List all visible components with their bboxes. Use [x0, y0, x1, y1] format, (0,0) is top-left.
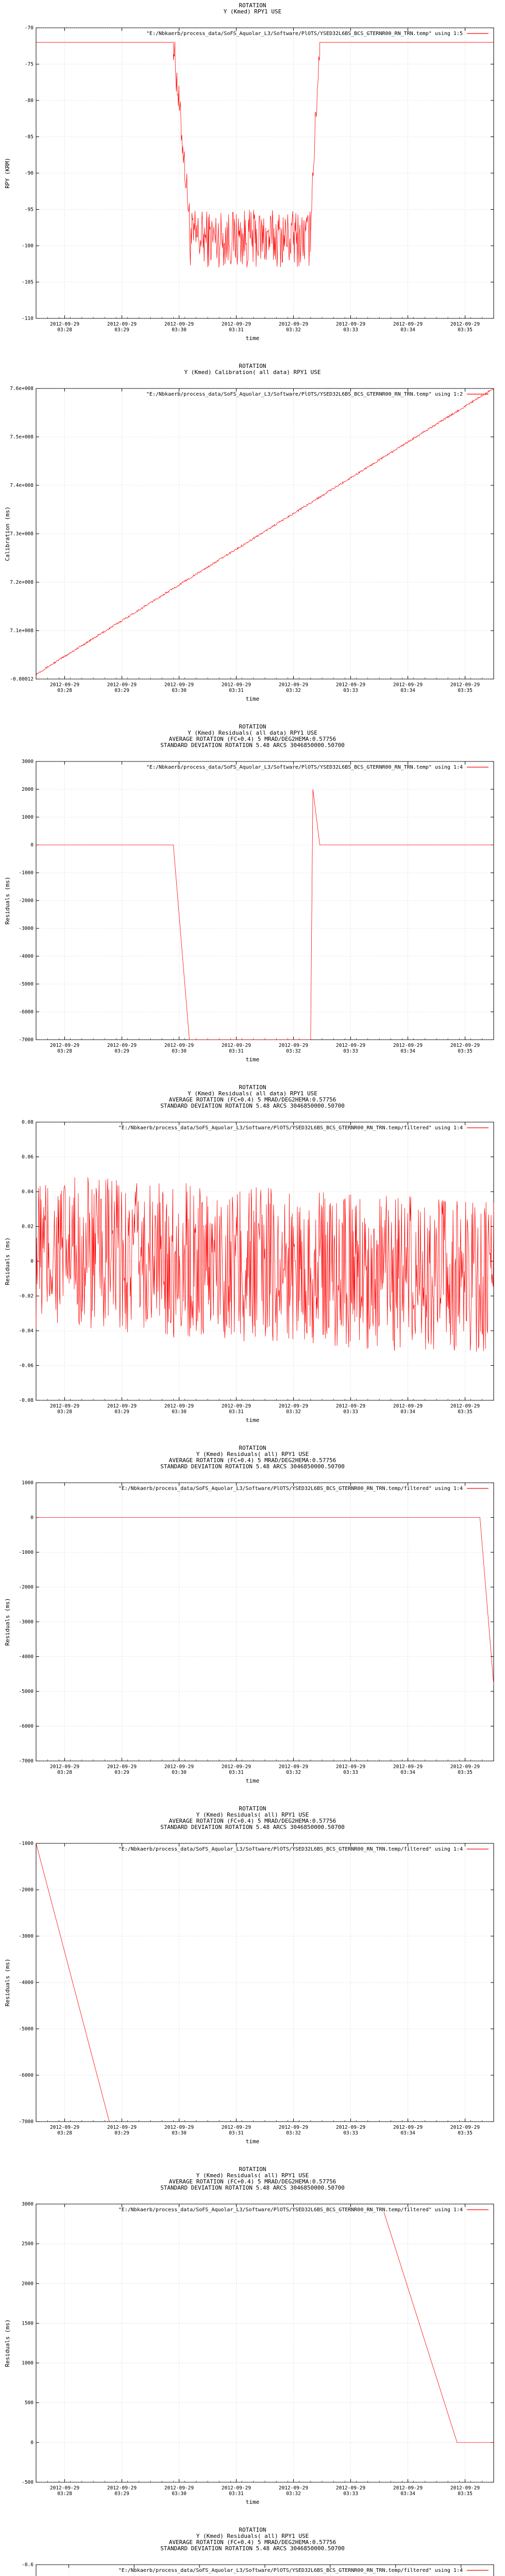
x-tick-label: [107, 2485, 137, 2497]
x-tick-label: [107, 1764, 137, 1775]
y-tick-label: 3000: [22, 2201, 33, 2207]
y-tick-label: -6000: [19, 1009, 33, 1015]
chart-title-line: AVERAGE ROTATION (FC+0.4) 5 MRAD/DEG2HEMA:0.57756: [169, 736, 336, 742]
x-tick-label-line: 2012-09-29: [450, 682, 480, 688]
x-tick-label-line: 2012-09-29: [164, 321, 194, 327]
y-tick-label: -4000: [19, 1654, 33, 1660]
y-tick-label: 7.1e+008: [10, 628, 33, 634]
legend-entry: "E:/Nbkaerb/process_data/SoFS_Aquolar_L3/Software/PlOTS/YSED32L6BS_BCS_GTERNR00_RN_TRN.temp/filtered" using 1:4: [118, 2568, 463, 2573]
chart-rpy: [0, 0, 505, 361]
x-tick-label-line: 03:31: [229, 2130, 244, 2136]
data-series-line: [384, 2212, 494, 2443]
x-tick-label-line: 2012-09-29: [393, 1043, 423, 1048]
chart-residuals-filtered-noise: [0, 1082, 505, 1443]
y-tick-label: 7.2e+008: [10, 580, 33, 585]
y-tick-label: -1000: [19, 1841, 33, 1846]
x-tick-label-line: 03:28: [57, 1048, 72, 1054]
x-tick-label-line: 2012-09-29: [335, 2125, 366, 2130]
y-tick-label: -85: [24, 134, 33, 140]
x-tick-label-line: 2012-09-29: [335, 321, 366, 327]
x-tick-label-line: 2012-09-29: [393, 682, 423, 688]
y-tick-label: -5000: [19, 981, 33, 987]
x-tick-label-line: 03:34: [400, 1048, 415, 1054]
x-tick-label: [450, 321, 480, 333]
chart-title-line: Y (Kmed) Residuals( all) RPY1 USE: [196, 2533, 309, 2539]
x-tick-label-line: 2012-09-29: [450, 2485, 480, 2491]
y-tick-label: 7.6e+008: [10, 386, 33, 392]
chart-title-line: Y (Kmed) Residuals( all) RPY1 USE: [196, 2172, 309, 2179]
x-tick-label-line: 2012-09-29: [221, 1403, 251, 1409]
y-tick-label: -3000: [19, 1619, 33, 1625]
y-tick-label: 2000: [22, 787, 33, 792]
x-tick-label-line: 2012-09-29: [450, 321, 480, 327]
x-tick-label-line: 2012-09-29: [49, 2485, 80, 2491]
chart-title-line: ROTATION: [239, 2166, 266, 2173]
x-tick-label-line: 03:28: [57, 327, 72, 333]
chart-title-line: AVERAGE ROTATION (FC+0.4) 5 MRAD/DEG2HEMA:0.57756: [169, 1818, 336, 1824]
x-tick-label-line: 2012-09-29: [107, 1403, 137, 1409]
x-tick-label-line: 03:30: [172, 2130, 187, 2136]
x-tick-label: [50, 2485, 79, 2497]
x-tick-label-line: 2012-09-29: [107, 1043, 137, 1048]
x-tick-label: [164, 682, 194, 693]
x-tick-label-line: 2012-09-29: [450, 1403, 480, 1409]
y-tick-label: -0.06: [19, 1363, 33, 1369]
x-axis-label: time: [245, 2138, 260, 2145]
chart-title-line: Y (Kmed) Residuals( all) RPY1 USE: [196, 1811, 309, 1818]
x-tick-label: [222, 2485, 251, 2497]
y-tick-label: -100: [22, 243, 33, 249]
x-tick-label: [393, 2485, 423, 2497]
y-tick-label: -4000: [19, 1980, 33, 1986]
y-tick-label: -500: [22, 2480, 33, 2485]
x-tick-label-line: 03:29: [114, 2491, 129, 2497]
x-tick-label: [107, 1043, 137, 1054]
legend-entry: "E:/Nbkaerb/process_data/SoFS_Aquolar_L3/Software/PlOTS/YSED32L6BS_BCS_GTERNR00_RN_TRN.temp/filtered" using 1:4: [118, 1486, 463, 1492]
chart-title-line: Y (Kmed) Residuals( all data) RPY1 USE: [188, 1090, 317, 1097]
y-tick-label: 0.04: [22, 1189, 33, 1195]
y-tick-label: -2000: [19, 1584, 33, 1590]
x-tick-label-line: 03:35: [458, 327, 473, 333]
x-tick-label-line: 2012-09-29: [49, 321, 80, 327]
x-tick-label-line: 03:34: [400, 327, 415, 333]
x-axis-label: time: [245, 1777, 260, 1784]
y-tick-label: -7000: [19, 1758, 33, 1764]
x-tick-label-line: 03:31: [229, 327, 244, 333]
chart-title-line: ROTATION: [239, 2527, 266, 2533]
chart-title-line: AVERAGE ROTATION (FC+0.4) 5 MRAD/DEG2HEMA:0.57756: [169, 2539, 336, 2546]
chart-title-line: Y (Kmed) RPY1 USE: [223, 8, 282, 15]
x-tick-label: [336, 2125, 365, 2136]
legend-entry: "E:/Nbkaerb/process_data/SoFS_Aquolar_L3/Software/PlOTS/YSED32L6BS_BCS_GTERNR00_RN_TRN.temp" using 1:5: [146, 31, 463, 37]
x-tick-label: [164, 1403, 194, 1415]
y-tick-label: -2000: [19, 1887, 33, 1893]
chart-title-line: AVERAGE ROTATION (FC+0.4) 5 MRAD/DEG2HEMA:0.57756: [169, 1457, 336, 1464]
y-tick-label: -1000: [19, 1550, 33, 1555]
data-series-line: [36, 388, 494, 675]
y-tick-label: -5000: [19, 1689, 33, 1694]
chart-title-line: STANDARD DEVIATION ROTATION 5.48 ARCS 3046850000.50700: [160, 2184, 345, 2191]
x-tick-label: [336, 1403, 365, 1415]
x-tick-label-line: 2012-09-29: [335, 682, 366, 688]
x-tick-label-line: 2012-09-29: [164, 682, 194, 688]
x-tick-label-line: 03:32: [286, 1409, 301, 1415]
x-tick-label-line: 03:35: [458, 1770, 473, 1775]
x-tick-label: [450, 1043, 480, 1054]
y-axis-label: Calibration (ms): [4, 506, 11, 561]
legend-entry: "E:/Nbkaerb/process_data/SoFS_Aquolar_L3/Software/PlOTS/YSED32L6BS_BCS_GTERNR00_RN_TRN.temp/filtered" using 1:4: [118, 1125, 463, 1131]
y-tick-label: 1000: [22, 815, 33, 820]
x-axis-label: time: [245, 696, 260, 702]
x-tick-label-line: 03:33: [343, 1770, 358, 1775]
x-tick-label-line: 03:29: [114, 327, 129, 333]
y-axis-label: Residuals (ms): [4, 1237, 11, 1285]
x-tick-label-line: 03:29: [114, 2130, 129, 2136]
x-tick-label-line: 03:34: [400, 2491, 415, 2497]
x-tick-label-line: 2012-09-29: [107, 321, 137, 327]
x-tick-label-line: 2012-09-29: [49, 682, 80, 688]
x-tick-label-line: 2012-09-29: [164, 1403, 194, 1409]
x-tick-label-line: 03:33: [343, 327, 358, 333]
chart-residuals-late-descent: [0, 2164, 505, 2524]
x-tick-label-line: 2012-09-29: [107, 682, 137, 688]
x-tick-label: [107, 682, 137, 693]
x-tick-label: [50, 2125, 79, 2136]
y-tick-label: -4000: [19, 954, 33, 959]
x-axis-label: time: [245, 2499, 260, 2505]
x-tick-label-line: 03:28: [57, 2491, 72, 2497]
legend-entry: "E:/Nbkaerb/process_data/SoFS_Aquolar_L3/Software/PlOTS/YSED32L6BS_BCS_GTERNR00_RN_TRN.temp" using 1:4: [146, 765, 463, 770]
x-axis-label: time: [245, 1056, 260, 1063]
x-tick-label-line: 2012-09-29: [278, 2485, 309, 2491]
data-series-line: [36, 42, 494, 268]
x-axis-label: time: [245, 335, 260, 342]
chart-title-line: STANDARD DEVIATION ROTATION 5.48 ARCS 3046850000.50700: [160, 1824, 345, 1831]
x-tick-label-line: 03:28: [57, 1770, 72, 1775]
chart-residuals-drop: [0, 1443, 505, 1803]
x-tick-label-line: 2012-09-29: [164, 1764, 194, 1770]
y-tick-label: 0.08: [22, 1120, 33, 1125]
x-tick-label-line: 2012-09-29: [221, 2485, 251, 2491]
x-tick-label-line: 2012-09-29: [335, 1764, 366, 1770]
x-tick-label-line: 03:31: [229, 2491, 244, 2497]
chart-title-line: AVERAGE ROTATION (FC+0.4) 5 MRAD/DEG2HEMA:0.57756: [169, 1096, 336, 1103]
y-tick-label: -95: [24, 207, 33, 213]
y-tick-label: 1500: [22, 2320, 33, 2327]
x-tick-label-line: 03:32: [286, 327, 301, 333]
x-tick-label: [222, 321, 251, 333]
x-tick-label-line: 03:28: [57, 1409, 72, 1415]
x-tick-label-line: 03:31: [229, 1409, 244, 1415]
x-tick-label: [164, 2485, 194, 2497]
chart-title-line: STANDARD DEVIATION ROTATION 5.48 ARCS 3046850000.50700: [160, 2545, 345, 2552]
y-tick-label: -75: [24, 61, 33, 67]
x-tick-label-line: 2012-09-29: [278, 321, 309, 327]
x-tick-label-line: 2012-09-29: [450, 1043, 480, 1048]
x-tick-label-line: 2012-09-29: [107, 1764, 137, 1770]
x-tick-label: [450, 1764, 480, 1775]
x-tick-label-line: 03:29: [114, 1409, 129, 1415]
x-tick-label: [279, 321, 308, 333]
x-tick-label-line: 2012-09-29: [278, 1043, 309, 1048]
x-tick-label: [393, 321, 423, 333]
x-tick-label: [164, 2125, 194, 2136]
x-tick-label: [336, 682, 365, 693]
x-tick-label-line: 03:33: [343, 2491, 358, 2497]
chart-title-line: STANDARD DEVIATION ROTATION 5.48 ARCS 3046850000.50700: [160, 1463, 345, 1470]
x-tick-label-line: 2012-09-29: [107, 2485, 137, 2491]
x-tick-label: [336, 1043, 365, 1054]
x-tick-label-line: 03:29: [114, 1048, 129, 1054]
x-tick-label-line: 2012-09-29: [335, 1043, 366, 1048]
y-tick-label: -80: [24, 98, 33, 104]
x-tick-label: [393, 1043, 423, 1054]
y-tick-label: 7.3e+008: [10, 531, 33, 537]
x-tick-label-line: 03:29: [114, 1770, 129, 1775]
y-tick-label: -6000: [19, 2073, 33, 2078]
y-tick-label: -110: [22, 316, 33, 321]
chart-title-line: ROTATION: [239, 2, 266, 9]
x-tick-label: [450, 2125, 480, 2136]
legend-entry: "E:/Nbkaerb/process_data/SoFS_Aquolar_L3/Software/PlOTS/YSED32L6BS_BCS_GTERNR00_RN_TRN.temp/filtered" using 1:4: [118, 2207, 463, 2213]
x-tick-label-line: 03:29: [114, 688, 129, 693]
x-tick-label-line: 03:34: [400, 688, 415, 693]
x-tick-label-line: 03:30: [172, 327, 187, 333]
x-tick-label-line: 03:32: [286, 2491, 301, 2497]
x-tick-label: [222, 2125, 251, 2136]
y-tick-label: 0: [30, 2439, 33, 2446]
y-tick-label: -3000: [19, 926, 33, 931]
x-tick-label: [222, 1403, 251, 1415]
x-tick-label: [164, 1043, 194, 1054]
x-tick-label: [279, 682, 308, 693]
x-tick-label-line: 03:33: [343, 2130, 358, 2136]
x-tick-label-line: 03:31: [229, 1770, 244, 1775]
y-tick-label: 7.4e+008: [10, 483, 33, 488]
x-tick-label-line: 2012-09-29: [221, 682, 251, 688]
x-tick-label: [450, 2485, 480, 2497]
y-tick-label: 2500: [22, 2241, 33, 2247]
x-tick-label-line: 03:35: [458, 2130, 473, 2136]
x-tick-label-line: 2012-09-29: [335, 2485, 366, 2491]
x-tick-label: [107, 1403, 137, 1415]
chart-title-line: Y (Kmed) Residuals( all data) RPY1 USE: [188, 730, 317, 736]
x-tick-label-line: 2012-09-29: [221, 321, 251, 327]
x-tick-label-line: 2012-09-29: [393, 321, 423, 327]
x-tick-label: [279, 1764, 308, 1775]
y-tick-label: -5000: [19, 2026, 33, 2032]
x-tick-label: [222, 1043, 251, 1054]
y-tick-label: 7.5e+008: [10, 434, 33, 440]
x-tick-label-line: 03:30: [172, 2491, 187, 2497]
x-tick-label-line: 2012-09-29: [49, 2125, 80, 2130]
y-tick-label: -0.02: [19, 1293, 33, 1299]
y-tick-label: 0.06: [22, 1154, 33, 1160]
x-tick-label-line: 2012-09-29: [221, 1764, 251, 1770]
chart-title-line: STANDARD DEVIATION ROTATION 5.48 ARCS 3046850000.50700: [160, 742, 345, 749]
x-tick-label-line: 03:33: [343, 1048, 358, 1054]
x-tick-label: [336, 321, 365, 333]
x-tick-label: [222, 1764, 251, 1775]
data-series-line: [36, 1177, 494, 1352]
chart-title-line: Y (Kmed) Calibration( all data) RPY1 USE: [184, 369, 321, 376]
y-tick-label: -90: [24, 171, 33, 176]
x-tick-label-line: 03:31: [229, 1048, 244, 1054]
x-tick-label: [336, 1764, 365, 1775]
chart-title-line: ROTATION: [239, 1445, 266, 1451]
x-tick-label: [164, 1764, 194, 1775]
y-tick-label: -105: [22, 279, 33, 285]
x-tick-label-line: 03:34: [400, 1770, 415, 1775]
y-axis-label: Residuals (ms): [4, 1958, 11, 2007]
x-tick-label-line: 2012-09-29: [49, 1403, 80, 1409]
chart-calibration: [0, 361, 505, 721]
x-tick-label-line: 03:33: [343, 688, 358, 693]
x-tick-label-line: 2012-09-29: [393, 2125, 423, 2130]
y-tick-label: 0.02: [22, 1224, 33, 1230]
chart-residuals-all: [0, 721, 505, 1082]
x-tick-label-line: 03:31: [229, 688, 244, 693]
x-axis-label: time: [245, 1417, 260, 1423]
x-tick-label: [107, 2125, 137, 2136]
x-tick-label-line: 2012-09-29: [278, 682, 309, 688]
x-tick-label: [393, 1764, 423, 1775]
y-tick-label: -3000: [19, 1934, 33, 1939]
x-tick-label-line: 03:32: [286, 688, 301, 693]
x-tick-label-line: 03:35: [458, 1409, 473, 1415]
x-tick-label-line: 2012-09-29: [450, 2125, 480, 2130]
x-tick-label-line: 03:35: [458, 688, 473, 693]
x-tick-label: [50, 1764, 79, 1775]
x-tick-label: [164, 321, 194, 333]
x-tick-label-line: 2012-09-29: [278, 1403, 309, 1409]
data-series-line: [36, 1518, 494, 1685]
x-tick-label-line: 03:32: [286, 1048, 301, 1054]
x-tick-label-line: 2012-09-29: [278, 2125, 309, 2130]
y-axis-label: RPY (KRM): [4, 158, 11, 189]
x-tick-label-line: 03:34: [400, 1409, 415, 1415]
x-tick-label-line: 2012-09-29: [393, 2485, 423, 2491]
y-tick-label: -0.08: [19, 1398, 33, 1403]
y-tick-label: 500: [24, 2400, 33, 2406]
plot-frame: [36, 2204, 494, 2482]
y-axis-label: Residuals (ms): [4, 1598, 11, 1646]
x-tick-label: [450, 1403, 480, 1415]
x-tick-label-line: 2012-09-29: [164, 2485, 194, 2491]
x-tick-label-line: 03:32: [286, 2130, 301, 2136]
x-tick-label-line: 03:30: [172, 1048, 187, 1054]
y-tick-label: 2000: [22, 2281, 33, 2287]
x-tick-label-line: 2012-09-29: [107, 2125, 137, 2130]
chart-title-line: ROTATION: [239, 363, 266, 369]
y-tick-label: -6000: [19, 1723, 33, 1730]
x-tick-label-line: 03:33: [343, 1409, 358, 1415]
x-tick-label-line: 2012-09-29: [335, 1403, 366, 1409]
chart-title-line: AVERAGE ROTATION (FC+0.4) 5 MRAD/DEG2HEMA:0.57756: [169, 2178, 336, 2185]
x-tick-label-line: 03:30: [172, 688, 187, 693]
y-tick-label: -0.6: [22, 2562, 33, 2568]
x-tick-label-line: 2012-09-29: [450, 1764, 480, 1770]
y-tick-label: 0: [30, 1259, 33, 1264]
x-tick-label: [279, 1403, 308, 1415]
x-tick-label-line: 03:35: [458, 2491, 473, 2497]
y-tick-label: 3000: [22, 759, 33, 765]
legend-entry: "E:/Nbkaerb/process_data/SoFS_Aquolar_L3/Software/PlOTS/YSED32L6BS_BCS_GTERNR00_RN_TRN.temp/filtered" using 1:4: [118, 1846, 463, 1852]
x-tick-label: [450, 682, 480, 693]
legend-entry: "E:/Nbkaerb/process_data/SoFS_Aquolar_L3/Software/PlOTS/YSED32L6BS_BCS_GTERNR00_RN_TRN.temp" using 1:2: [146, 392, 463, 397]
x-tick-label: [393, 682, 423, 693]
x-tick-label-line: 03:28: [57, 688, 72, 693]
x-tick-label: [279, 2485, 308, 2497]
chart-title-line: ROTATION: [239, 1084, 266, 1091]
x-tick-label: [50, 682, 79, 693]
chart-title-line: STANDARD DEVIATION ROTATION 5.48 ARCS 3046850000.50700: [160, 1103, 345, 1109]
x-tick-label: [393, 2125, 423, 2136]
x-tick-label: [393, 1403, 423, 1415]
y-tick-label: 1000: [22, 2360, 33, 2366]
y-axis-label: Residuals (ms): [4, 2319, 11, 2367]
x-tick-label-line: 03:30: [172, 1409, 187, 1415]
data-series-line: [36, 789, 494, 1040]
x-tick-label: [50, 1403, 79, 1415]
x-tick-label-line: 03:32: [286, 1770, 301, 1775]
x-tick-label: [107, 321, 137, 333]
x-tick-label: [50, 1043, 79, 1054]
y-tick-label: -70: [24, 25, 33, 31]
x-tick-label-line: 03:28: [57, 2130, 72, 2136]
x-tick-label-line: 03:35: [458, 1048, 473, 1054]
x-tick-label: [279, 1043, 308, 1054]
chart-title-line: Y (Kmed) Residuals( all) RPY1 USE: [196, 1451, 309, 1458]
x-tick-label-line: 2012-09-29: [221, 1043, 251, 1048]
x-tick-label-line: 2012-09-29: [164, 2125, 194, 2130]
chart-title-line: ROTATION: [239, 1805, 266, 1812]
x-tick-label-line: 2012-09-29: [49, 1764, 80, 1770]
x-tick-label-line: 03:30: [172, 1770, 187, 1775]
x-tick-label-line: 2012-09-29: [393, 1764, 423, 1770]
x-tick-label-line: 2012-09-29: [221, 2125, 251, 2130]
y-tick-label: 1000: [22, 1480, 33, 1486]
x-tick-label: [50, 321, 79, 333]
y-tick-label: 0: [30, 1515, 33, 1521]
chart-title-line: ROTATION: [239, 723, 266, 730]
y-tick-label: -2000: [19, 898, 33, 904]
x-tick-label: [222, 682, 251, 693]
y-tick-label: -7000: [19, 1037, 33, 1043]
x-tick-label-line: 2012-09-29: [49, 1043, 80, 1048]
y-axis-label: Residuals (ms): [4, 876, 11, 925]
y-tick-label: 0: [30, 842, 33, 848]
y-tick-label: -0.04: [19, 1328, 33, 1334]
x-tick-label-line: 03:34: [400, 2130, 415, 2136]
y-tick-label: -1000: [19, 870, 33, 876]
x-tick-label-line: 2012-09-29: [393, 1403, 423, 1409]
y-tick-label: -0.00012: [10, 676, 33, 682]
y-tick-label: -7000: [19, 2119, 33, 2125]
chart-residuals-decline: [0, 2524, 505, 2576]
x-tick-label: [336, 2485, 365, 2497]
chart-residuals-descent: [0, 1803, 505, 2164]
x-tick-label-line: 2012-09-29: [164, 1043, 194, 1048]
x-tick-label: [279, 2125, 308, 2136]
x-tick-label-line: 2012-09-29: [278, 1764, 309, 1770]
